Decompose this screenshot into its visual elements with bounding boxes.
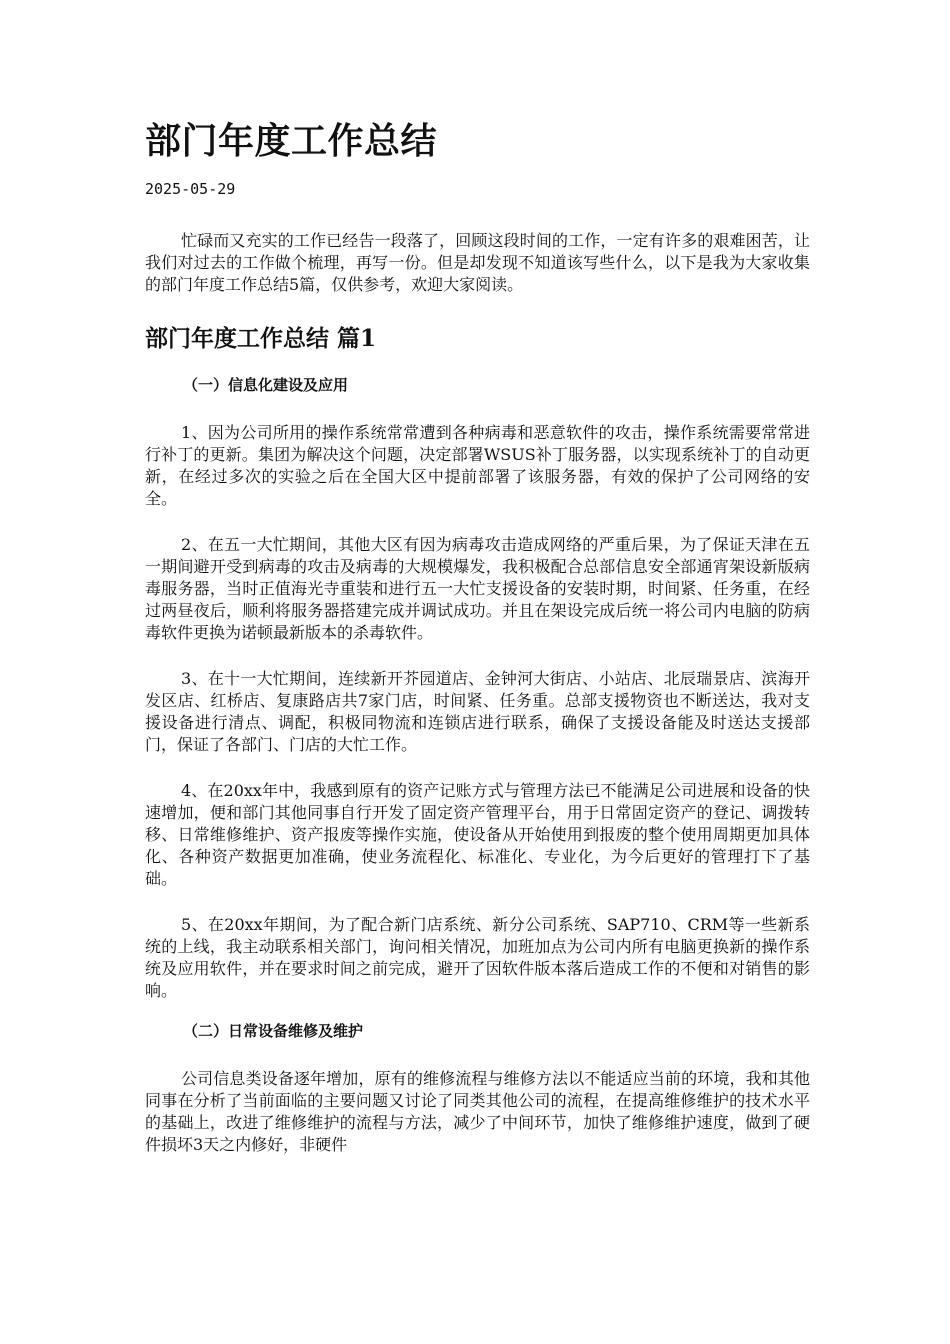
body-paragraph: 5、在20xx年期间，为了配合新门店系统、新分公司系统、SAP710、CRM等一些新系统的上线，我主动联系相关部门，询问相关情况，加班加点为公司内所有电脑更换新的操作系统及应用软件，并在要求时间之前完成，避开了因软件版本落后造成工作的不便和对销售的影响。 — [145, 915, 810, 1000]
document-body — [145, 112, 810, 1156]
section-heading: 部门年度工作总结 篇1 — [145, 325, 377, 352]
document-title: 部门年度工作总结 — [145, 120, 438, 162]
body-paragraph: 3、在十一大忙期间，连续新开芥园道店、金钟河大街店、小站店、北辰瑞景店、滨海开发区店、红桥店、复康路店共7家门店，时间紧、任务重。总部支援物资也不断送达，我对支援设备进行清点、调配，积极同物流和连锁店进行联系，确保了支援设备能及时送达支援部门，保证了各部门、门店的大忙工作。 — [145, 669, 810, 754]
paragraph-block — [145, 534, 810, 644]
paragraph-block — [145, 914, 810, 1002]
body-paragraph: 4、在20xx年中，我感到原有的资产记账方式与管理方法已不能满足公司进展和设备的快速增加，便和部门其他同事自行开发了固定资产管理平台，用于日常固定资产的登记、调拨转移、日常维修维护、资产报废等操作实施，使设备从开始使用到报废的整个使用周期更加具体化、各种资产数据更加准确，使业务流程化、标准化、专业化，为今后更好的管理打下了基础。 — [145, 781, 810, 888]
paragraph-block — [145, 668, 810, 756]
body-paragraph: 公司信息类设备逐年增加，原有的维修流程与维修方法以不能适应当前的环境，我和其他同事在分析了当前面临的主要问题又讨论了同类其他公司的流程，在提高维修维护的技术水平的基础上，改进了维修维护的流程与方法，减少了中间环节，加快了维修维护速度，做到了硬件损坏3天之内修好，非硬件 — [145, 1069, 810, 1154]
intro-block — [145, 230, 810, 296]
subsection-heading-info: （一）信息化建设及应用 — [183, 376, 349, 394]
body-paragraph: 1、因为公司所用的操作系统常常遭到各种病毒和恶意软件的攻击，操作系统需要常常进行补丁的更新。集团为解决这个问题，决定部署WSUS补丁服务器，以实现系统补丁的自动更新，在经过多次的实验之后在全国大区中提前部署了该服务器，有效的保护了公司网络的安全。 — [145, 423, 810, 508]
intro-paragraph: 忙碌而又充实的工作已经告一段落了，回顾这段时间的工作，一定有许多的艰难困苦，让我们对过去的工作做个梳理，再写一份。但是却发现不知道该写些什么，以下是我为大家收集的部门年度工作总结5篇，仅供参考，欢迎大家阅读。 — [145, 231, 810, 294]
paragraph-block — [145, 1068, 810, 1156]
paragraph-block — [145, 422, 810, 510]
paragraph-block — [145, 780, 810, 890]
document-date: 2025-05-29 — [145, 180, 236, 198]
subsection-heading-maintenance: （二）日常设备维修及维护 — [183, 1022, 364, 1040]
body-paragraph: 2、在五一大忙期间，其他大区有因为病毒攻击造成网络的严重后果，为了保证天津在五一期间避开受到病毒的攻击及病毒的大规模爆发，我积极配合总部信息安全部通宵架设新版病毒服务器，当时正值海光寺重装和进行五一大忙支援设备的安装时期，时间紧、任务重，在经过两昼夜后，顺利将服务器搭建完成并调试成功。并且在架设完成后统一将公司内电脑的防病毒软件更换为诺顿最新版本的杀毒软件。 — [145, 535, 810, 642]
